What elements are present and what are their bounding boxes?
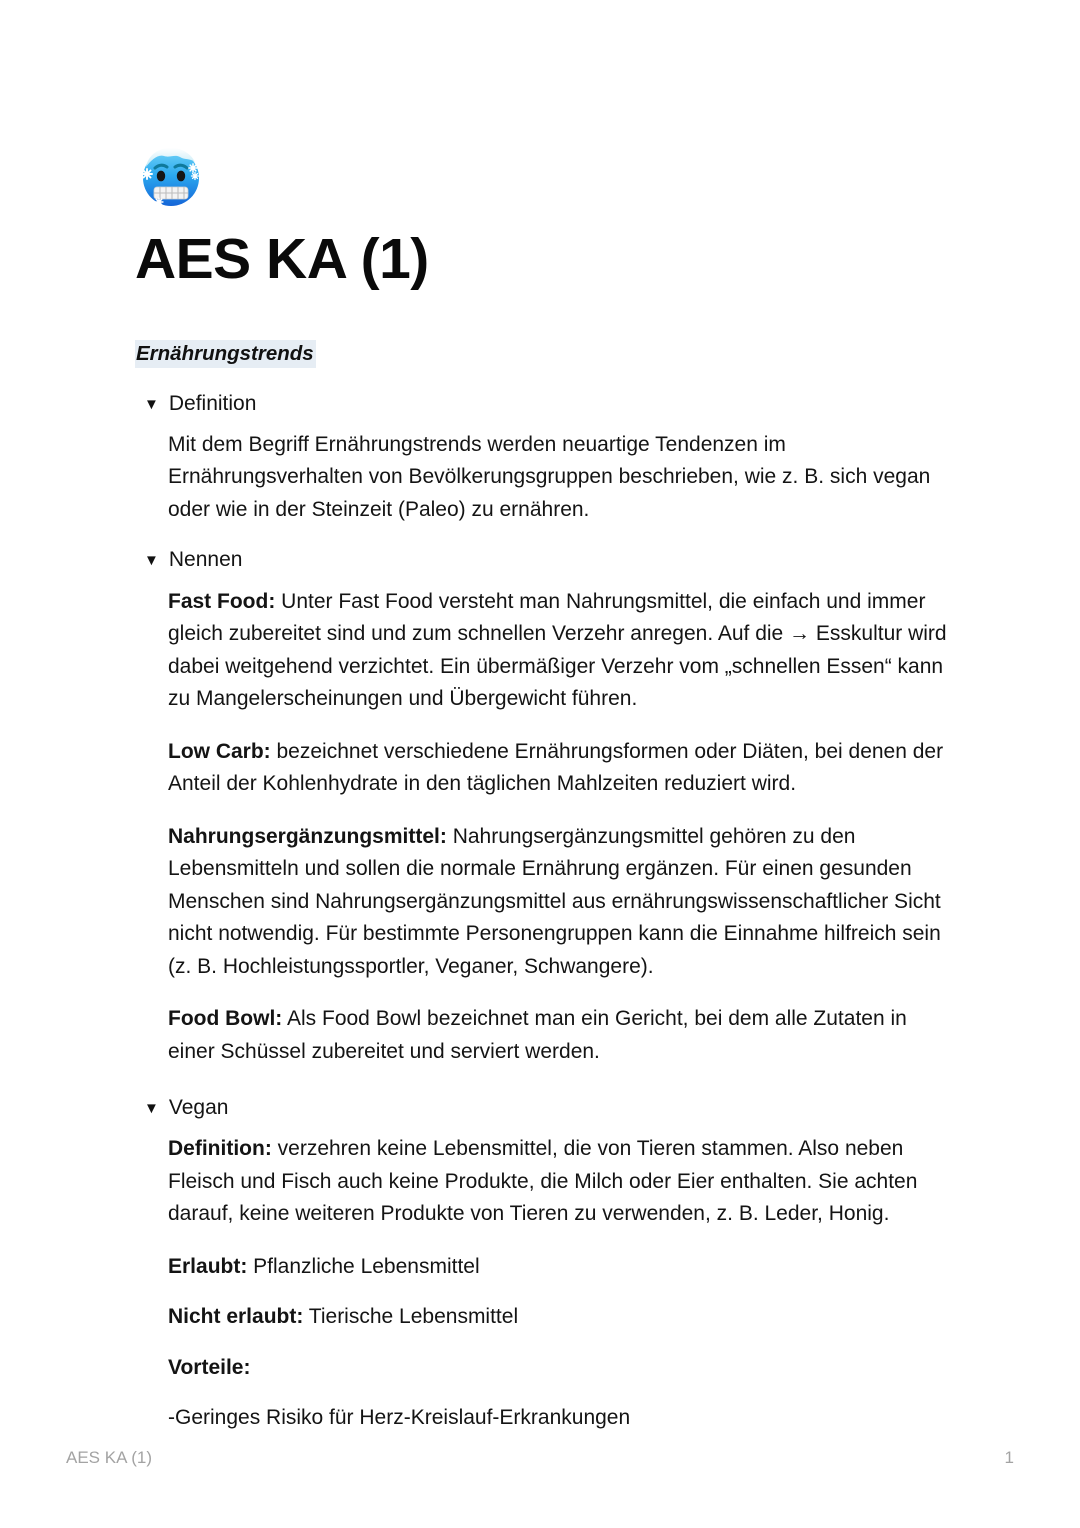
subject-highlight: Ernährungstrends [135, 340, 316, 368]
paragraph-lead: Fast Food: [168, 589, 276, 613]
section-header-label: Definition [168, 391, 257, 415]
paragraph [135, 429, 950, 527]
paragraph-nicht-erlaubt [135, 1301, 950, 1334]
page-footer [66, 1448, 1014, 1468]
section-header-definition[interactable] [135, 390, 950, 417]
cold-face-emoji [135, 140, 207, 212]
paragraph-vorteile-heading [135, 1352, 950, 1385]
paragraph-lead: Erlaubt: [168, 1254, 248, 1278]
paragraph-erlaubt [135, 1251, 950, 1284]
paragraph-low-carb [135, 736, 950, 801]
subject-line [135, 340, 950, 368]
section-header-label: Nennen [168, 548, 243, 572]
paragraph-fast-food [135, 586, 950, 716]
paragraph-text: -Geringes Risiko für Herz-Kreislauf-Erkrankungen [168, 1406, 631, 1430]
paragraph-text: Unter Fast Food versteht man Nahrungsmittel, die einfach und immer gleich zubereitet sind und zum schnellen Verzehr anregen. Auf die → Esskultur wird dabei weitgehend verzichtet. Ein übermäßiger Verzehr vom „schnellen Essen“ kann zu Mangelerscheinungen und Übergewicht führen. [168, 589, 947, 711]
paragraph-lead: Vorteile: [168, 1355, 251, 1379]
paragraph-text: Als Food Bowl bezeichnet man ein Gericht, bei dem alle Zutaten in einer Schüssel zubereitet und serviert werden. [168, 1007, 907, 1063]
paragraph-food-bowl [135, 1003, 950, 1068]
paragraph-text: Tierische Lebensmittel [303, 1305, 519, 1329]
section-header-vegan[interactable] [135, 1094, 950, 1121]
paragraph-text: Pflanzliche Lebensmittel [247, 1254, 480, 1278]
paragraph-text: verzehren keine Lebensmittel, die von Tieren stammen. Also neben Fleisch und Fisch auch keine Produkte, die Milch oder Eier enthalten. Sie achten darauf, keine weiteren Produkte von Tieren zu verwenden, z. B. Leder, Honig. [168, 1137, 918, 1226]
section-header-label: Vegan [168, 1096, 229, 1120]
paragraph-nahrungsergaenzungsmittel [135, 821, 950, 984]
paragraph-vegan-definition [135, 1133, 950, 1231]
paragraph-lead: Definition: [168, 1137, 272, 1161]
footer-document-name: AES KA (1) [66, 1448, 152, 1467]
document-content [135, 140, 950, 1453]
paragraph-text: bezeichnet verschiedene Ernährungsformen oder Diäten, bei denen der Anteil der Kohlenhydrate in den täglichen Mahlzeiten reduziert wird. [168, 739, 944, 796]
paragraph-text: Nahrungsergänzungsmittel gehören zu den Lebensmitteln und sollen die normale Ernährung ergänzen. Für einen gesunden Menschen sind Nahrungsergänzungsmittel aus ernährungswissenschaftlicher Sicht nicht notwendig. Für bestimmte Personengruppen kann die Einnahme hilfreich sein (z. B. Hochleistungssportler, Veganer, Schwangere). [168, 824, 941, 978]
paragraph-vorteile-item-1 [135, 1402, 950, 1435]
paragraph-lead: Food Bowl: [168, 1007, 283, 1031]
chevron-down-icon[interactable]: ▼ [144, 395, 159, 413]
chevron-down-icon[interactable]: ▼ [144, 552, 159, 570]
paragraph-text: Mit dem Begriff Ernährungstrends werden neuartige Tendenzen im Ernährungsverhalten von Bevölkerungsgruppen beschrieben, wie z. B. sich vegan oder wie in der Steinzeit (Paleo) zu ernähren. [168, 432, 931, 521]
page-title: AES KA (1) [135, 227, 429, 291]
section-header-nennen[interactable] [135, 546, 950, 573]
chevron-down-icon[interactable]: ▼ [144, 1100, 159, 1118]
paragraph-lead: Nahrungsergänzungsmittel: [168, 824, 447, 848]
footer-page-number: 1 [1004, 1448, 1014, 1467]
paragraph-lead: Nicht erlaubt: [168, 1305, 304, 1329]
paragraph-lead: Low Carb: [168, 739, 271, 763]
